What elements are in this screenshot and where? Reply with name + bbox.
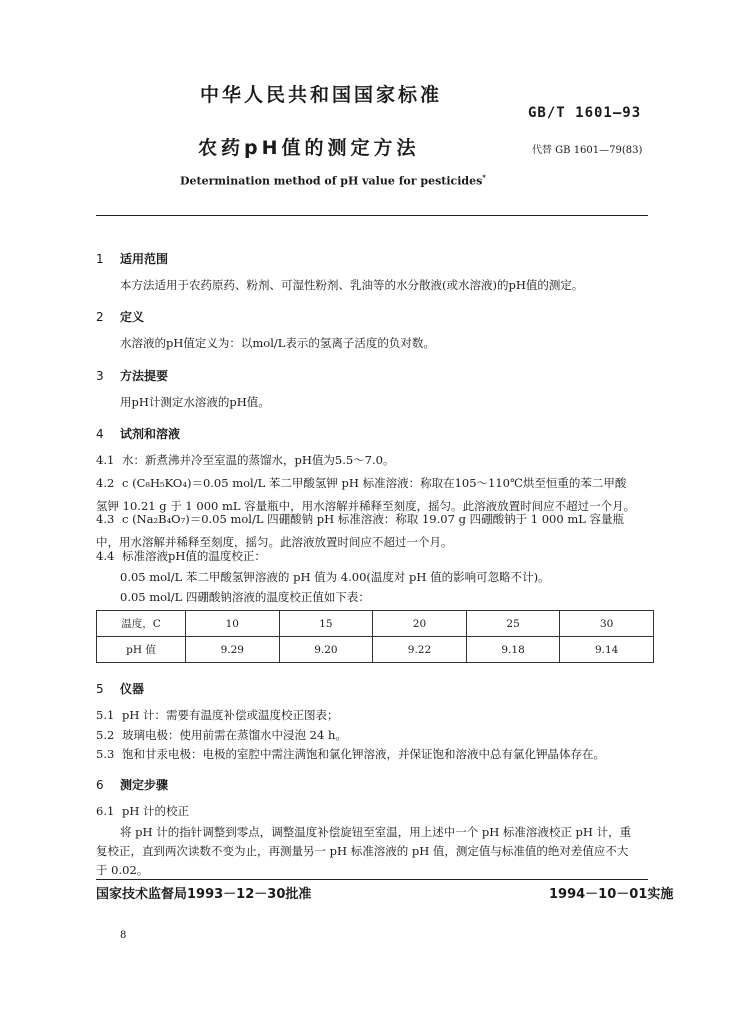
- item-4-4-a: 0.05 mol/L 苯二甲酸氢钾溶液的 pH 值为 4.00(温度对 pH 值的影响可忽略不计)。: [120, 570, 550, 584]
- table-row-label: pH 值: [97, 637, 186, 663]
- table-cell: 15: [279, 611, 373, 637]
- table-cell: 9.14: [560, 637, 654, 663]
- table-cell: 25: [466, 611, 560, 637]
- table-cell: 10: [186, 611, 280, 637]
- item-5-3: 5.3 饱和甘汞电极：电极的室腔中需注满饱和氯化钾溶液，并保证饱和溶液中总有氯化钾晶体存在。: [96, 747, 605, 761]
- table-cell: 9.29: [186, 637, 280, 663]
- header-rule: [96, 215, 648, 216]
- item-5-1: 5.1 pH 计：需要有温度补偿或温度校正图表；: [96, 708, 339, 722]
- section-3-text: 用pH计测定水溶液的pH值。: [120, 395, 270, 409]
- section-heading-5: 5 仪器: [96, 682, 145, 696]
- section-heading-1: 1 适用范围: [96, 252, 169, 266]
- table-row: [97, 637, 654, 663]
- table-cell: 9.18: [466, 637, 560, 663]
- section-1-text: 本方法适用于农药原药、粉剂、可湿性粉剂、乳油等的水分散液(或水溶液)的pH值的测定。: [120, 278, 584, 292]
- temperature-correction-table: [96, 610, 654, 663]
- item-4-3-cont: 中，用水溶解并稀释至刻度，摇匀。此溶液放置时间应不超过一个月。: [96, 535, 453, 549]
- english-title-text: Determination method of pH value for pesticides: [180, 174, 483, 188]
- footnote-mark: *: [482, 173, 486, 182]
- english-title: [180, 173, 486, 188]
- item-6-1-b: 复校正，直到两次读数不变为止，再测量另一 pH 标准溶液的 pH 值，测定值与标准值的绝对差值应不大: [96, 844, 629, 858]
- table-cell: 9.22: [373, 637, 467, 663]
- item-4-4-b: 0.05 mol/L 四硼酸钠溶液的温度校正值如下表：: [120, 590, 370, 604]
- document-title: 农药pH值的测定方法: [198, 137, 420, 159]
- item-6-1-c: 于 0.02。: [96, 863, 149, 877]
- item-4-2-cont: 氢钾 10.21 g 于 1 000 mL 容量瓶中，用水溶解并稀释至刻度，摇匀。此溶液放置时间应不超过一个月。: [96, 499, 636, 513]
- item-4-1: 4.1 水：新煮沸并冷至室温的蒸馏水，pH值为5.5～7.0。: [96, 453, 395, 467]
- section-heading-3: 3 方法提要: [96, 369, 169, 383]
- item-6-1: 6.1 pH 计的校正: [96, 804, 190, 818]
- standard-code: GB/T 1601—93: [528, 105, 642, 121]
- table-cell: 30: [560, 611, 654, 637]
- section-heading-6: 6 测定步骤: [96, 778, 169, 792]
- footer-rule: [96, 879, 648, 880]
- standard-org-title: 中华人民共和国国家标准: [200, 84, 443, 106]
- approval-date: 国家技术监督局1993－12－30批准: [96, 887, 312, 902]
- item-4-2: 4.2 c (C₈H₅KO₄)＝0.05 mol/L 苯二甲酸氢钾 pH 标准溶液：称取在105～110℃烘至恒重的苯二甲酸: [96, 476, 627, 490]
- section-heading-2: 2 定义: [96, 310, 145, 324]
- section-2-text: 水溶液的pH值定义为：以mol/L表示的氢离子活度的负对数。: [120, 336, 435, 350]
- item-4-3: 4.3 c (Na₂B₄O₇)＝0.05 mol/L 四硼酸钠 pH 标准溶液：称取 19.07 g 四硼酸钠于 1 000 mL 容量瓶: [96, 512, 625, 526]
- item-5-2: 5.2 玻璃电极：使用前需在蒸馏水中浸泡 24 h。: [96, 728, 347, 742]
- page-number: 8: [120, 930, 127, 941]
- table-row: [97, 611, 654, 637]
- table-cell: 20: [373, 611, 467, 637]
- table-cell: 9.20: [279, 637, 373, 663]
- item-6-1-a: 将 pH 计的指针调整到零点，调整温度补偿旋钮至室温，用上述中一个 pH 标准溶液校正 pH 计，重: [120, 825, 632, 839]
- section-heading-4: 4 试剂和溶液: [96, 427, 181, 441]
- replaces-note: 代替 GB 1601—79(83): [532, 145, 643, 156]
- effective-date: 1994－10－01实施: [549, 887, 674, 902]
- table-row-label: 温度，C: [97, 611, 186, 637]
- item-4-4: 4.4 标准溶液pH值的温度校正：: [96, 549, 266, 563]
